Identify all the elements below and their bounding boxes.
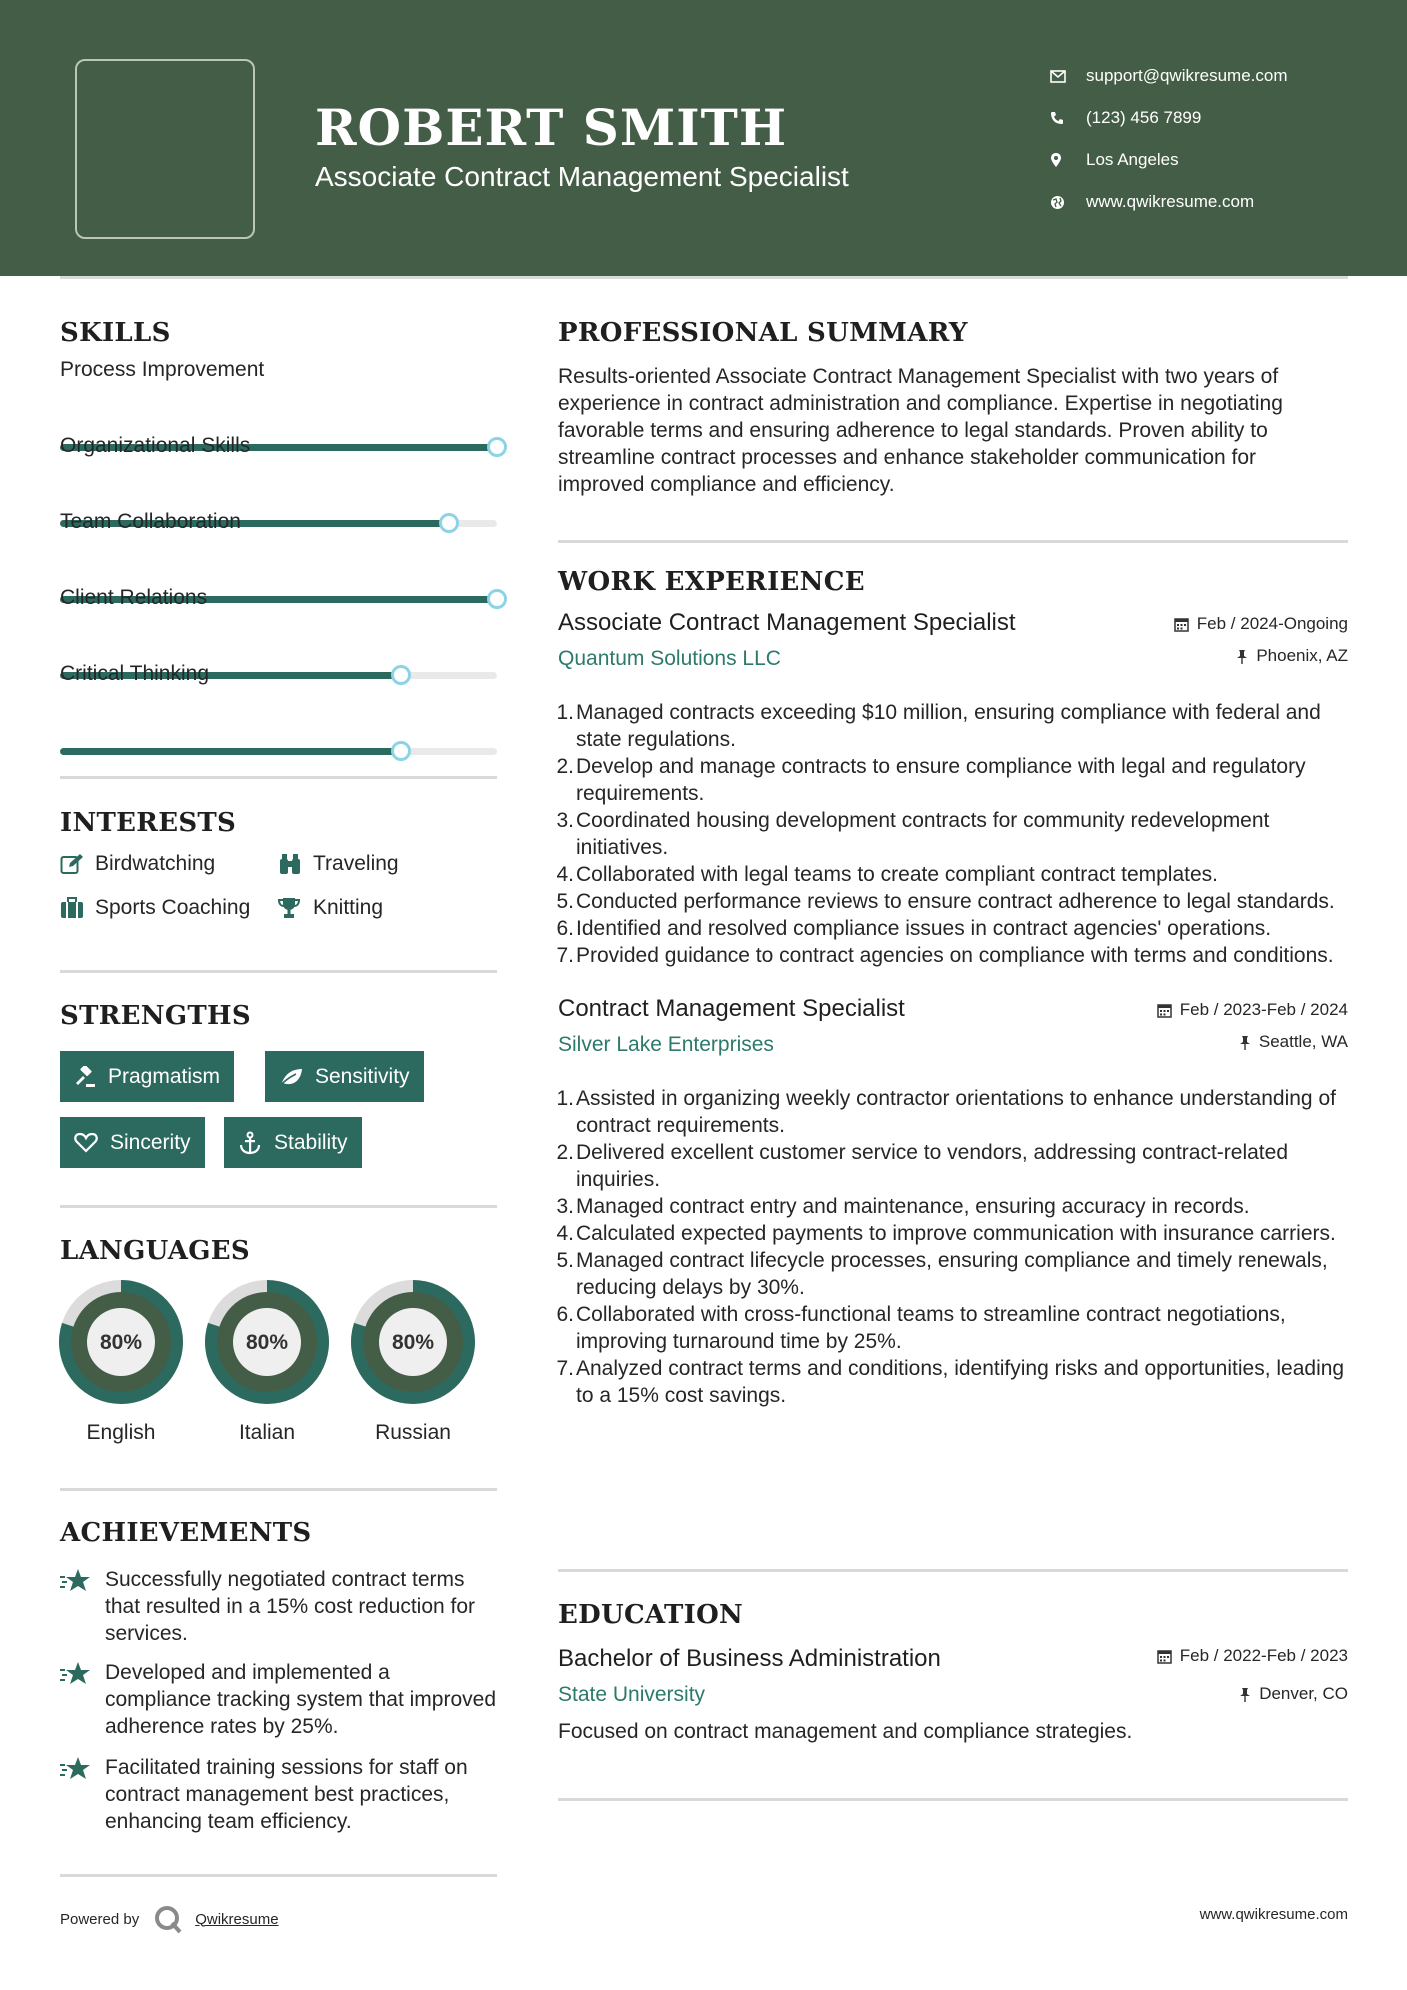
education-location: Denver, CO — [1239, 1684, 1348, 1704]
achievement-item: Developed and implemented a compliance tracking system that improved adherence rates by 25%. — [60, 1659, 500, 1740]
section-divider — [60, 776, 497, 779]
strength-chip: Stability — [224, 1117, 362, 1168]
education-section — [558, 1600, 1348, 1750]
job-dates: Feb / 2023-Feb / 2024 — [1157, 1000, 1348, 1020]
calendar-icon — [1174, 617, 1189, 632]
language-ring — [205, 1280, 329, 1404]
interest-item: Traveling — [278, 852, 399, 876]
interest-item: Knitting — [278, 896, 383, 920]
list-item: 1. Managed contracts exceeding $10 million, ensuring compliance with federal and state regulations. — [556, 701, 1321, 751]
achievements-heading: ACHIEVEMENTS — [60, 1518, 312, 1548]
interests-section — [60, 808, 497, 919]
achievement-item: Successfully negotiated contract terms that resulted in a 15% cost reduction for services. — [60, 1566, 500, 1647]
skill-bar-fill — [60, 748, 401, 755]
skill-bar-knob — [391, 665, 411, 685]
strengths-section — [60, 1001, 497, 1171]
language-ring — [59, 1280, 183, 1404]
skill-label: Team Collaboration — [60, 510, 241, 533]
left-column — [60, 318, 497, 724]
skill-bar-knob — [487, 589, 507, 609]
skill-label: Client Relations — [60, 586, 208, 609]
interest-item: Sports Coaching — [60, 896, 250, 920]
footer-website[interactable]: www.qwikresume.com — [1199, 1906, 1348, 1923]
calendar-icon — [1157, 1003, 1172, 1018]
strength-chip: Sincerity — [60, 1117, 205, 1168]
contact-location: Los Angeles — [1050, 139, 1288, 181]
summary-text: Results-oriented Associate Contract Management Specialist with two years of experience in contract administration and compliance. Expertise in negotiating favorable terms and ensuring adherence to legal standards. Proven ability to streamline contract processes and enhance stakeholder communication for improved compliance and efficiency. — [558, 365, 1283, 496]
binoculars-icon — [278, 853, 313, 875]
anchor-icon — [238, 1131, 262, 1155]
experience-heading: WORK EXPERIENCE — [558, 567, 865, 597]
list-item: 4. Collaborated with legal teams to create compliant contract templates. — [556, 863, 1218, 886]
language-item: 80% Italian — [205, 1280, 329, 1445]
pushpin-icon — [1236, 649, 1248, 664]
right-column — [558, 318, 1348, 498]
language-ring — [351, 1280, 475, 1404]
calendar-icon — [1157, 1649, 1172, 1664]
degree-title: Bachelor of Business Administration — [558, 1645, 941, 1672]
skill-label: Process Improvement — [60, 358, 265, 381]
skills-list — [60, 348, 497, 724]
summary-heading: PROFESSIONAL SUMMARY — [558, 318, 968, 348]
candidate-name: ROBERT SMITH — [315, 98, 788, 157]
interest-item: Birdwatching — [60, 852, 215, 876]
ring-percent-label: 80% — [245, 1331, 289, 1354]
list-item: 3. Managed contract entry and maintenance, ensuring accuracy in records. — [556, 1195, 1250, 1218]
qwikresume-link[interactable]: Qwikresume — [195, 1910, 279, 1928]
skill-bar-knob — [391, 741, 411, 761]
list-item: 7. Analyzed contract terms and conditions, identifying risks and opportunities, leading to a 15% cost savings. — [556, 1357, 1345, 1407]
briefcase-icon — [60, 897, 95, 919]
education-dates: Feb / 2022-Feb / 2023 — [1157, 1646, 1348, 1666]
heart-icon — [74, 1132, 98, 1153]
section-divider — [558, 540, 1348, 543]
company-name: Quantum Solutions LLC — [558, 647, 781, 670]
section-divider — [60, 1488, 497, 1491]
ring-percent-label: 80% — [391, 1331, 435, 1354]
map-pin-icon — [1050, 152, 1086, 168]
education-description: Focused on contract management and compliance strategies. — [558, 1720, 1133, 1743]
section-divider — [558, 1569, 1348, 1572]
list-item: 3. Coordinated housing development contracts for community redevelopment initiatives. — [556, 809, 1270, 859]
footer-powered-by: Powered by Qwikresume — [60, 1904, 279, 1934]
school-name: State University — [558, 1683, 706, 1706]
section-divider — [60, 1874, 497, 1877]
envelope-icon — [1050, 70, 1086, 83]
header-banner — [0, 0, 1407, 276]
leaf-icon — [279, 1067, 303, 1087]
job-header — [558, 609, 1348, 684]
gavel-icon — [74, 1066, 96, 1088]
phone-icon — [1050, 111, 1086, 125]
globe-icon — [1050, 195, 1086, 210]
experience-section — [558, 567, 1348, 1409]
list-item: 2. Develop and manage contracts to ensure compliance with legal and regulatory requirements. — [556, 755, 1306, 805]
skill-label: Organizational Skills — [60, 434, 251, 457]
ring-percent-label: 80% — [99, 1331, 143, 1354]
job-header — [558, 995, 1348, 1070]
duties-list — [558, 1085, 1348, 1409]
language-item: 80% English — [59, 1280, 183, 1445]
achievement-item: Facilitated training sessions for staff on contract management best practices, enhancing team efficiency. — [60, 1754, 500, 1835]
list-item: 5. Conducted performance reviews to ensure contract adherence to legal standards. — [556, 890, 1335, 913]
education-heading: EDUCATION — [558, 1600, 744, 1630]
skill-label: Critical Thinking — [60, 662, 209, 685]
job-title: Associate Contract Management Specialist — [558, 609, 1016, 636]
strengths-heading: STRENGTHS — [60, 1001, 251, 1031]
star-award-icon — [60, 1754, 105, 1835]
pushpin-icon — [1239, 1035, 1251, 1050]
skill-bar-knob — [439, 513, 459, 533]
job-dates: Feb / 2024-Ongoing — [1174, 614, 1348, 634]
skills-heading: SKILLS — [60, 318, 171, 348]
strength-chip: Pragmatism — [60, 1051, 234, 1102]
profile-photo-frame — [75, 59, 255, 239]
contact-list — [1050, 55, 1288, 223]
strength-chip: Sensitivity — [265, 1051, 424, 1102]
company-name: Silver Lake Enterprises — [558, 1033, 774, 1056]
list-item: 6. Identified and resolved compliance issues in contract agencies' operations. — [556, 917, 1272, 940]
job-location: Phoenix, AZ — [1236, 646, 1348, 666]
job-title: Contract Management Specialist — [558, 995, 905, 1022]
star-award-icon — [60, 1566, 105, 1647]
pushpin-icon — [1239, 1687, 1251, 1702]
edit-icon — [60, 853, 95, 875]
header-divider — [60, 276, 1348, 279]
job-location: Seattle, WA — [1239, 1032, 1348, 1052]
contact-email[interactable]: support@qwikresume.com — [1050, 55, 1288, 97]
duties-list — [558, 699, 1348, 969]
list-item: 4. Calculated expected payments to improve communication with insurance carriers. — [556, 1222, 1336, 1245]
language-item: 80% Russian — [351, 1280, 475, 1445]
skill-bar — [60, 748, 497, 755]
list-item: 2. Delivered excellent customer service to vendors, addressing contract-related inquiries. — [556, 1141, 1289, 1191]
candidate-title: Associate Contract Management Specialist — [315, 161, 849, 192]
interests-heading: INTERESTS — [60, 808, 237, 838]
list-item: 5. Managed contract lifecycle processes, ensuring compliance and timely renewals, reducing delays by 30%. — [556, 1249, 1328, 1299]
skill-bar-knob — [487, 437, 507, 457]
list-item: 1. Assisted in organizing weekly contractor orientations to enhance understanding of contract requirements. — [556, 1087, 1336, 1137]
list-item: 6. Collaborated with cross-functional teams to streamline contract negotiations, improving turnaround time by 25%. — [556, 1303, 1286, 1353]
qwikresume-logo-icon — [153, 1904, 183, 1934]
languages-section — [60, 1236, 497, 1446]
star-award-icon — [60, 1659, 105, 1740]
contact-website[interactable]: www.qwikresume.com — [1050, 181, 1288, 223]
section-divider — [558, 1798, 1348, 1801]
languages-heading: LANGUAGES — [60, 1236, 250, 1266]
trophy-icon — [278, 897, 313, 919]
contact-phone[interactable]: (123) 456 7899 — [1050, 97, 1288, 139]
list-item: 7. Provided guidance to contract agencies on compliance with terms and conditions. — [556, 944, 1334, 967]
section-divider — [60, 1205, 497, 1208]
achievements-section — [60, 1518, 497, 1838]
section-divider — [60, 970, 497, 973]
